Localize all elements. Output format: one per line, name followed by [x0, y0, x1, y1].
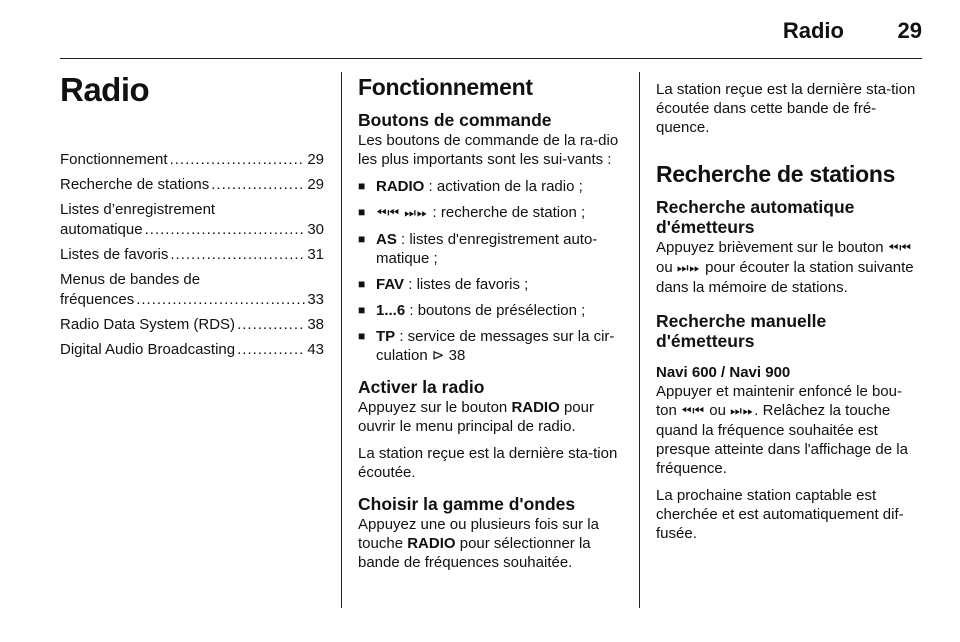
toc-dots — [237, 340, 305, 360]
toc-item-page: 31 — [307, 246, 324, 264]
toc-item-text: Radio Data System (RDS) — [60, 316, 236, 334]
page-ref-arrow-icon: ⊳ — [431, 347, 445, 365]
seek-forward-icon: ⏭︎⏩︎ — [676, 261, 701, 277]
toc-dots — [170, 245, 305, 265]
toc-item-page: 30 — [307, 221, 324, 239]
seek-back-icon: ⏪︎⏮︎ — [376, 206, 401, 222]
toc-item-text: Fonctionnement — [60, 151, 168, 169]
list-item-text: : listes de favoris ; — [404, 276, 529, 294]
text-run: pour sélectionner la bande de fréquences souhaitée. — [358, 535, 591, 572]
toc-dots — [136, 290, 305, 310]
column-divider-2 — [639, 72, 640, 608]
toc-item[interactable] — [60, 270, 324, 310]
paragraph: La prochaine station captable est cherchée et est automatiquement dif-fusée. — [656, 487, 904, 543]
paragraph: Les boutons de commande de la ra-dio les plus importants sont les sui-vants : — [358, 132, 619, 169]
subheading-recherche-automatique: Recherche automatique d'émetteurs — [656, 197, 855, 238]
table-of-contents — [60, 150, 324, 360]
toc-column — [60, 72, 324, 365]
text-run: . Relâchez la touche quand la fréquence souhaitée est presque atteinte dans l'affichage de la fréquence. — [656, 402, 908, 478]
header-rule — [60, 58, 922, 59]
list-item-text: : boutons de présélection ; — [405, 302, 586, 320]
content-column-2 — [358, 72, 622, 580]
toc-item-page: 43 — [307, 341, 324, 359]
page-header-section: Radio — [782, 18, 844, 43]
list-item — [358, 177, 622, 196]
button-key-label: RADIO — [407, 535, 456, 553]
list-item — [358, 230, 622, 268]
seek-forward-icon: ⏭︎⏩︎ — [404, 206, 429, 222]
toc-dots — [211, 175, 305, 195]
text-run: ou — [705, 402, 731, 420]
toc-item-text: fréquences — [60, 291, 135, 309]
section-heading-fonctionnement: Fonctionnement — [358, 74, 533, 100]
column-divider-1 — [341, 72, 342, 608]
toc-item[interactable] — [60, 245, 324, 265]
toc-item[interactable] — [60, 340, 324, 360]
subheading-choisir-gamme: Choisir la gamme d'ondes — [358, 494, 576, 515]
toc-item-page: 29 — [307, 176, 324, 194]
toc-item[interactable] — [60, 315, 324, 335]
list-item — [358, 275, 622, 294]
list-item-text: : recherche de station ; — [428, 204, 586, 222]
chapter-title: Radio — [60, 71, 150, 108]
toc-item-text: automatique — [60, 221, 143, 239]
toc-item-text: Digital Audio Broadcasting — [60, 341, 236, 359]
list-item-text: : listes d'enregistrement auto-matique ; — [376, 231, 598, 268]
text-run: Appuyez brièvement sur le bouton — [656, 239, 888, 257]
list-item-text: : service de messages sur la cir-culation — [376, 328, 615, 365]
seek-back-icon: ⏪︎⏮︎ — [887, 241, 912, 257]
toc-item[interactable] — [60, 150, 324, 170]
toc-dots — [170, 150, 306, 170]
seek-forward-icon: ⏭︎⏩︎ — [730, 404, 755, 420]
toc-dots — [237, 315, 305, 335]
section-heading-recherche-stations: Recherche de stations — [656, 161, 896, 187]
text-run: pour ouvrir le menu principal de radio. — [358, 399, 594, 436]
toc-item-page: 29 — [307, 151, 324, 169]
button-key-label: TP — [376, 328, 396, 346]
list-item — [358, 203, 622, 223]
button-key-label: RADIO — [376, 178, 425, 196]
list-item — [358, 327, 622, 365]
subheading-boutons-commande: Boutons de commande — [358, 110, 552, 131]
button-key-label: 1...6 — [376, 302, 406, 320]
toc-item[interactable] — [60, 200, 324, 240]
toc-item[interactable] — [60, 175, 324, 195]
toc-item-text: Recherche de stations — [60, 176, 210, 194]
paragraph — [358, 398, 622, 436]
button-key-label: RADIO — [511, 399, 560, 417]
text-run: ou — [656, 259, 677, 277]
content-column-3 — [656, 72, 922, 551]
page-ref-link[interactable]: 38 — [448, 347, 466, 365]
paragraph: La station reçue est la dernière sta-tion écoutée. — [358, 445, 618, 482]
page-number: 29 — [897, 18, 922, 43]
list-item — [358, 301, 622, 320]
text-run: Appuyez sur le bouton — [358, 399, 512, 417]
toc-item-text-line1: Listes d’enregistrement — [60, 201, 216, 219]
button-key-label: FAV — [376, 276, 405, 294]
text-run: Appuyer et maintenir enfoncé le bou-ton — [656, 383, 902, 420]
paragraph — [656, 382, 922, 478]
paragraph: La station reçue est la dernière sta-tion écoutée dans cette bande de fré-quence. — [656, 81, 916, 136]
text-run: Appuyez une ou plusieurs fois sur la touche — [358, 516, 599, 553]
button-key-label: AS — [376, 231, 397, 249]
subheading-activer-radio: Activer la radio — [358, 377, 485, 398]
toc-item-page: 38 — [307, 316, 324, 334]
seek-back-icon: ⏪︎⏮︎ — [681, 404, 706, 420]
list-item-text: : activation de la radio ; — [424, 178, 583, 196]
paragraph — [656, 238, 922, 297]
subheading-recherche-manuelle: Recherche manuelle d'émetteurs — [656, 311, 827, 352]
toc-item-text-line1: Menus de bandes de — [60, 271, 201, 289]
subheading-navi-models: Navi 600 / Navi 900 — [656, 364, 791, 382]
controls-list — [358, 177, 622, 365]
text-run: pour écouter la station suivante dans la mémoire de stations. — [656, 259, 914, 297]
toc-item-page: 33 — [307, 291, 324, 309]
toc-dots — [145, 220, 306, 240]
toc-item-text: Listes de favoris — [60, 246, 169, 264]
paragraph — [358, 515, 622, 572]
